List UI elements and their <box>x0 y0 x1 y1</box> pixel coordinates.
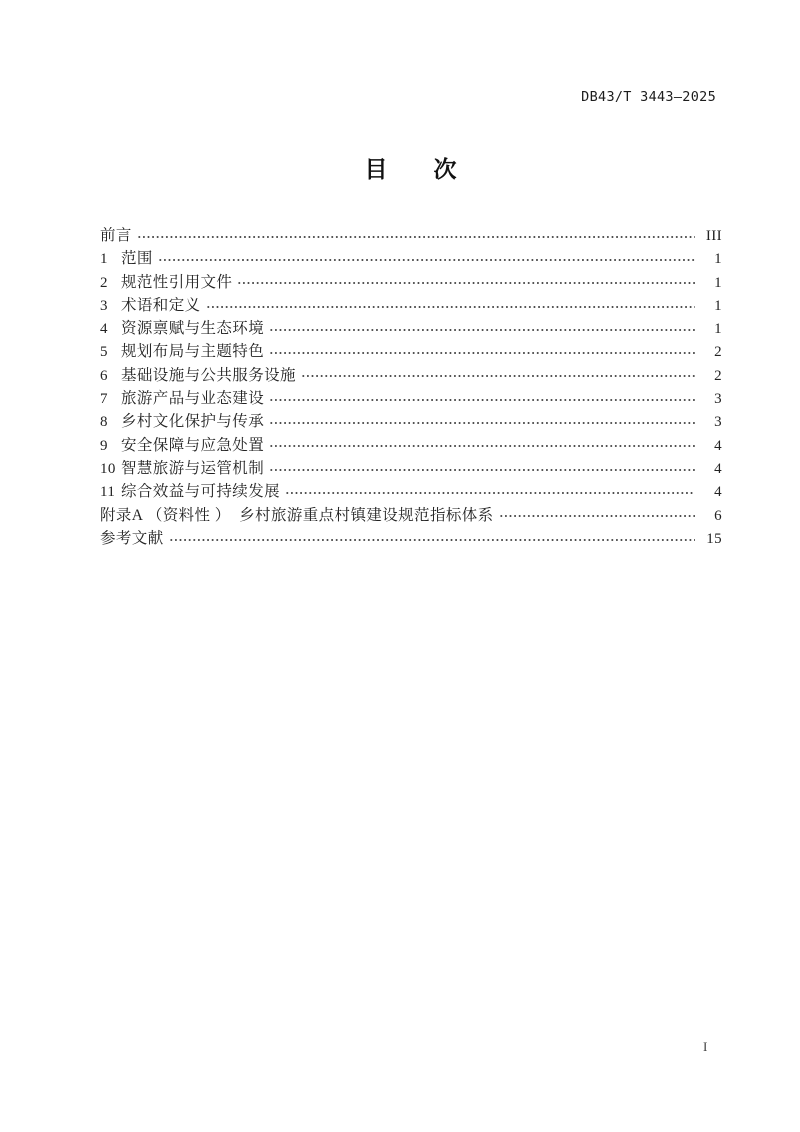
toc-entry-number: 6 <box>100 367 108 384</box>
toc-entry-page: 2 <box>714 344 722 361</box>
toc-entry-number: 7 <box>100 391 108 408</box>
toc-entry-number: 8 <box>100 414 108 431</box>
toc-entry-page: 1 <box>714 274 722 291</box>
toc-entry-6[interactable] <box>100 363 722 386</box>
dot-leader <box>269 444 695 448</box>
toc-entry-references[interactable] <box>100 526 722 549</box>
toc-entry-title: 规划布局与主题特色 <box>121 343 265 361</box>
toc-entry-3[interactable] <box>100 293 722 316</box>
toc-entry-page: 1 <box>714 321 722 338</box>
dot-leader <box>269 351 695 355</box>
table-of-contents <box>100 223 722 549</box>
toc-entry-title: 参考文献 <box>100 529 164 547</box>
dot-leader <box>269 328 695 332</box>
dot-leader <box>237 281 695 285</box>
toc-entry-title: 术语和定义 <box>121 296 201 314</box>
dot-leader <box>169 538 695 542</box>
toc-entry-number: 11 <box>100 484 116 501</box>
toc-entry-foreword[interactable] <box>100 223 722 246</box>
toc-entry-title: 规范性引用文件 <box>121 273 233 291</box>
toc-entry-page: 3 <box>714 414 722 431</box>
toc-entry-page: 4 <box>714 437 722 454</box>
toc-entry-8[interactable] <box>100 409 722 432</box>
toc-entry-page: 4 <box>714 460 722 477</box>
toc-entry-page: 1 <box>714 251 722 268</box>
toc-entry-1[interactable] <box>100 246 722 269</box>
toc-entry-page: III <box>705 228 722 244</box>
toc-entry-page: 2 <box>714 367 722 384</box>
toc-entry-title: 智慧旅游与运管机制 <box>121 459 265 477</box>
dot-leader <box>269 421 695 425</box>
toc-entry-page: 1 <box>714 297 722 314</box>
toc-entry-11[interactable] <box>100 479 722 502</box>
toc-entry-9[interactable] <box>100 433 722 456</box>
toc-entry-page: 3 <box>714 391 722 408</box>
page-title: 目 次 <box>364 157 457 182</box>
toc-entry-number: 1 <box>100 251 108 268</box>
toc-entry-7[interactable] <box>100 386 722 409</box>
toc-entry-4[interactable] <box>100 316 722 339</box>
toc-entry-5[interactable] <box>100 339 722 362</box>
dot-leader <box>158 258 695 262</box>
toc-entry-title: 综合效益与可持续发展 <box>121 483 281 501</box>
toc-entry-number: 10 <box>100 460 116 477</box>
toc-entry-page: 6 <box>714 507 722 524</box>
toc-entry-title: 基础设施与公共服务设施 <box>121 366 296 384</box>
toc-entry-page: 4 <box>714 484 722 501</box>
toc-entry-appendix-a[interactable] <box>100 503 722 526</box>
footer-page-number: I <box>703 1039 708 1054</box>
dot-leader <box>206 305 695 309</box>
toc-entry-10[interactable] <box>100 456 722 479</box>
dot-leader <box>269 398 695 402</box>
toc-entry-number: 2 <box>100 274 108 291</box>
standard-number-header: DB43/T 3443—2025 <box>581 89 716 105</box>
dot-leader <box>137 235 695 239</box>
toc-entry-title: 资源禀赋与生态环境 <box>121 320 265 338</box>
toc-entry-number: 9 <box>100 437 108 454</box>
toc-entry-page: 15 <box>706 530 722 547</box>
toc-entry-title: 范围 <box>121 250 153 268</box>
toc-entry-title: 旅游产品与业态建设 <box>121 390 265 408</box>
dot-leader <box>285 491 695 495</box>
dot-leader <box>301 374 695 378</box>
toc-entry-number: 5 <box>100 344 108 361</box>
toc-entry-title: 乡村文化保护与传承 <box>121 413 265 431</box>
toc-entry-title: 安全保障与应急处置 <box>121 436 265 454</box>
toc-entry-title: 前言 <box>100 227 132 244</box>
toc-entry-2[interactable] <box>100 270 722 293</box>
dot-leader <box>269 468 695 472</box>
dot-leader <box>499 514 695 518</box>
toc-entry-number: 3 <box>100 297 108 314</box>
toc-entry-number: 4 <box>100 321 108 338</box>
toc-entry-title: 附录A （资料性 ） 乡村旅游重点村镇建设规范指标体系 <box>100 506 494 524</box>
